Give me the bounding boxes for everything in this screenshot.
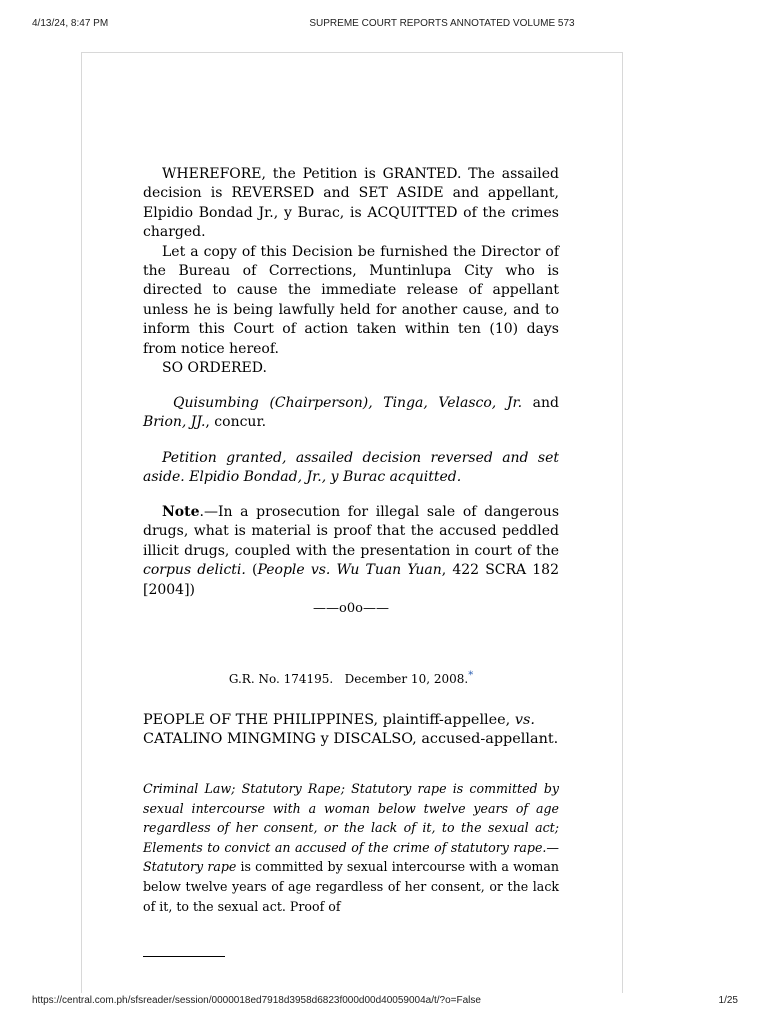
decision-date: December 10, 2008. bbox=[344, 672, 469, 686]
document-title: SUPREME COURT REPORTS ANNOTATED VOLUME 573 bbox=[309, 18, 575, 29]
corpus-delicti: corpus delicti. bbox=[143, 562, 246, 579]
note-text-3: , 422 SCRA 182 [2004]) bbox=[143, 562, 560, 598]
concur-and: and bbox=[522, 395, 559, 411]
note-citation: People vs. Wu Tuan Yuan bbox=[257, 562, 442, 579]
note-text-1: .—In a prosecution for illegal sale of dangerous drugs, what is material is proof that the accused peddled illicit drugs, coupled with the presentation in court of the bbox=[143, 504, 559, 559]
concurrence bbox=[143, 394, 559, 433]
page-number: 1/25 bbox=[718, 995, 738, 1006]
concurring-justices-2: Brion, JJ. bbox=[143, 414, 206, 431]
case-title bbox=[143, 711, 559, 750]
source-url: https://central.com.ph/sfsreader/session/0000018ed7918d3958d6823f000d00d40059004a/t/?o=False bbox=[32, 995, 481, 1006]
wherefore-paragraph: WHEREFORE, the Petition is GRANTED. The assailed decision is REVERSED and SET ASIDE and appellant, Elpidio Bondad Jr., y Burac, is ACQUITTED of the crimes charged. bbox=[143, 166, 559, 241]
gr-number: G.R. No. 174195. bbox=[228, 672, 334, 686]
note-text-2: ( bbox=[245, 562, 258, 579]
case-summary bbox=[143, 449, 559, 488]
party-2: CATALINO MINGMING y DISCALSO, accused-appellant. bbox=[143, 731, 559, 748]
versus: vs. bbox=[514, 712, 535, 728]
note-label: Note bbox=[162, 504, 200, 520]
party-1: PEOPLE OF THE PHILIPPINES bbox=[143, 712, 374, 728]
concur-end: , concur. bbox=[205, 414, 267, 431]
decision-block bbox=[143, 165, 559, 378]
syllabus-term: Statutory rape bbox=[143, 859, 237, 875]
syllabus-text: is committed by sexual intercourse with a woman below twelve years of age regardless of her consent, or the lack of it, to the sexual act. Proof of bbox=[143, 859, 559, 914]
case-number-line bbox=[143, 670, 559, 686]
so-ordered: SO ORDERED. bbox=[162, 360, 267, 377]
syllabus bbox=[143, 779, 559, 916]
party-1-role: , plaintiff-appellee, bbox=[373, 712, 515, 728]
concurring-justices: Quisumbing (Chairperson), Tinga, Velasco, Jr. bbox=[173, 395, 523, 411]
summary-text: Petition granted, assailed decision reversed and set aside. Elpidio Bondad, Jr., y Burac acquitted. bbox=[143, 450, 559, 486]
print-datetime: 4/13/24, 8:47 PM bbox=[32, 18, 109, 29]
separator: ——o0o—— bbox=[313, 601, 389, 616]
footnote-link[interactable]: * bbox=[468, 670, 474, 681]
syllabus-keywords: Criminal Law; Statutory Rape; Statutory rape is committed by sexual intercourse with a woman below twelve years of age regardless of her consent, or the lack of it, to the sexual act; Elements to convict an accused of the crime of statutory rape.— bbox=[143, 781, 559, 855]
copy-order-paragraph: Let a copy of this Decision be furnished the Director of the Bureau of Corrections, Muntinlupa City who is directed to cause the immediate release of appellant unless he is being lawfully held for another cause, and to inform this Court of action taken within ten (10) days from notice hereof. bbox=[143, 243, 559, 357]
footnote-rule bbox=[143, 956, 225, 957]
note-block bbox=[143, 503, 559, 600]
